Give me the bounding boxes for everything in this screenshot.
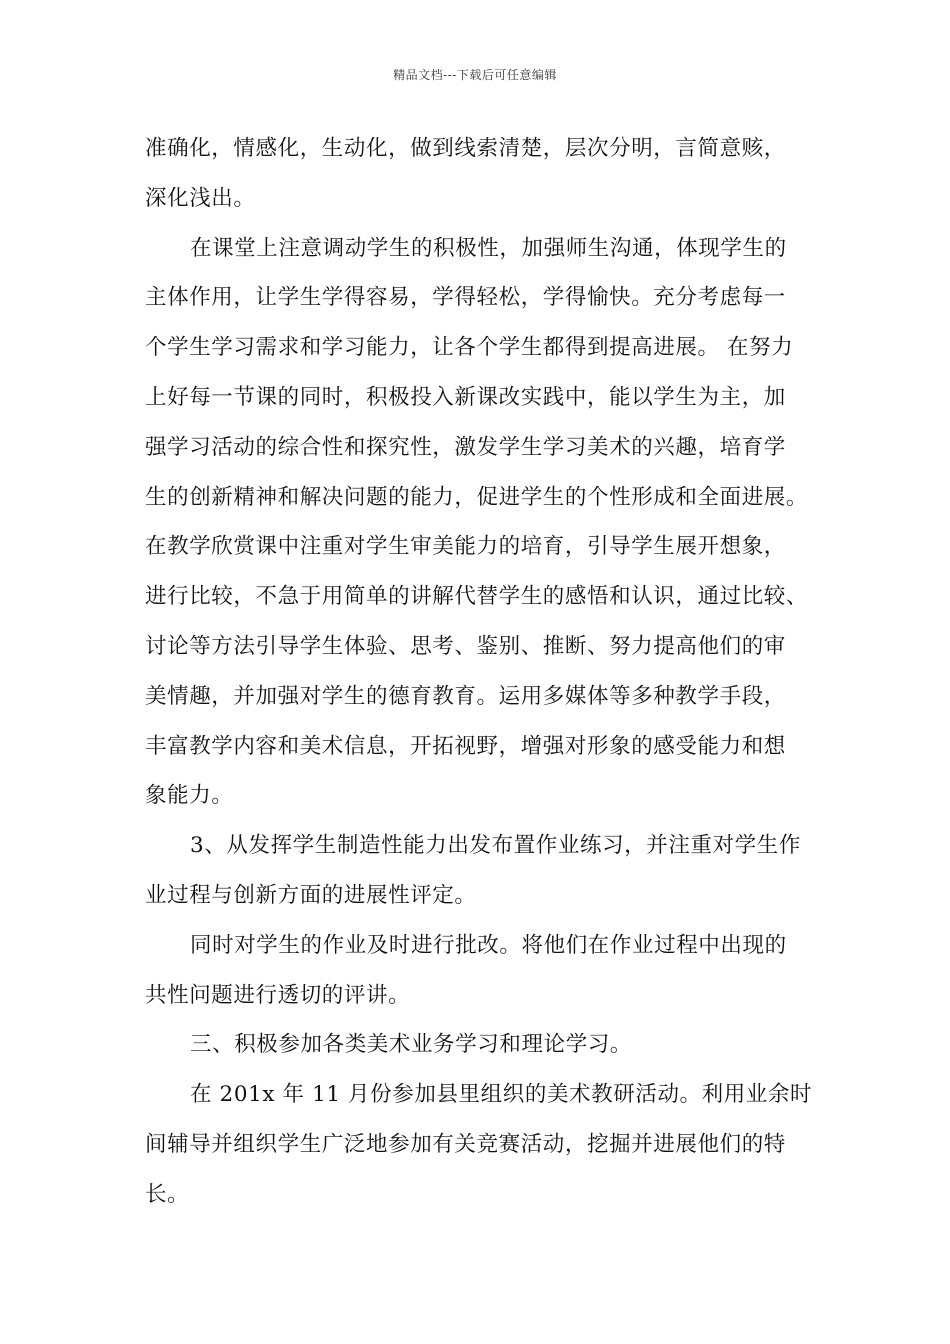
text-line: 进行比较，不急于用简单的讲解代替学生的感悟和认识，通过比较、	[145, 584, 809, 610]
text-line: 在 201x 年 11 月份参加县里组织的美术教研活动。利用业余时	[190, 1082, 813, 1108]
text-line: 在课堂上注意调动学生的积极性，加强师生沟通，体现学生的	[190, 235, 787, 261]
page-header: 精品文档---下载后可任意编辑	[393, 68, 557, 82]
text-line: 在教学欣赏课中注重对学生审美能力的培育，引导学生展开想象，	[145, 534, 786, 560]
text-line: 间辅导并组织学生广泛地参加有关竞赛活动，挖掘并进展他们的特	[145, 1131, 786, 1157]
text-line: 3、从发挥学生制造性能力出发布置作业练习，并注重对学生作	[190, 833, 801, 859]
text-line: 上好每一节课的同时，积极投入新课改实践中，能以学生为主，加	[145, 384, 786, 410]
text-line: 三、积极参加各类美术业务学习和理论学习。	[190, 1032, 633, 1058]
text-line: 同时对学生的作业及时进行批改。将他们在作业过程中出现的	[190, 932, 787, 958]
text-line: 准确化，情感化，生动化，做到线索清楚，层次分明，言简意赅，	[145, 136, 786, 161]
text-line: 主体作用，让学生学得容易，学得轻松，学得愉快。充分考虑每一	[145, 285, 786, 311]
text-line: 业过程与创新方面的进展性评定。	[145, 882, 477, 908]
text-line: 长。	[145, 1181, 190, 1207]
text-line: 美情趣，并加强对学生的德育教育。运用多媒体等多种教学手段，	[145, 683, 786, 709]
text-line: 深化浅出。	[145, 185, 256, 211]
document-body	[145, 124, 825, 1220]
text-line: 生的创新精神和解决问题的能力，促进学生的个性形成和全面进展。	[145, 484, 809, 510]
text-line: 强学习活动的综合性和探究性，激发学生学习美术的兴趣，培育学	[145, 434, 786, 460]
text-line: 共性问题进行透切的评讲。	[145, 982, 411, 1008]
text-line: 象能力。	[145, 783, 234, 809]
text-line: 讨论等方法引导学生体验、思考、鉴别、推断、努力提高他们的审	[145, 633, 786, 659]
text-line: 个学生学习需求和学习能力，让各个学生都得到提高进展。 在努力	[145, 335, 794, 361]
text-line: 丰富教学内容和美术信息，开拓视野，增强对形象的感受能力和想	[145, 733, 786, 759]
